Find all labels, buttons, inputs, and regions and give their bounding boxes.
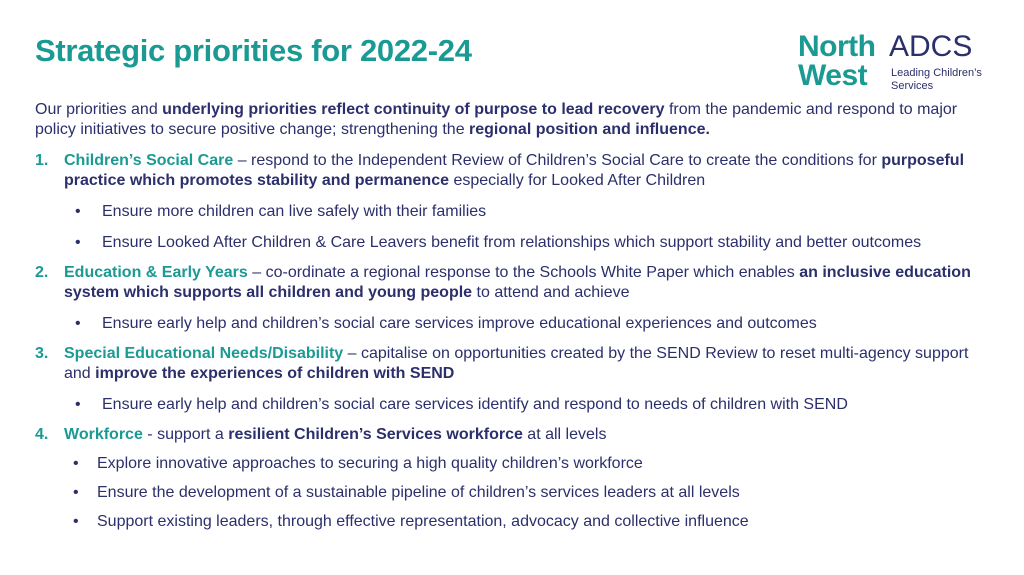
priority-number: 1. bbox=[35, 152, 49, 169]
page-title: Strategic priorities for 2022-24 bbox=[35, 33, 472, 68]
priority-heading: Children’s Social Care bbox=[64, 152, 234, 169]
sub-bullet-text: Support existing leaders, through effective representation, advocacy and collective influence bbox=[97, 513, 749, 530]
priority-text: – respond to the Independent Review of Children’s Social Care to create the conditions for bbox=[233, 152, 882, 169]
bullet-dot: • bbox=[75, 396, 81, 413]
sub-bullet bbox=[35, 395, 995, 415]
sub-bullet bbox=[35, 233, 995, 253]
priority-item bbox=[35, 425, 995, 445]
north-west-adcs-logo bbox=[798, 32, 998, 94]
bullet-dot: • bbox=[75, 234, 81, 251]
logo-tagline-line2: Services bbox=[891, 80, 934, 92]
priority-heading: Workforce bbox=[64, 426, 143, 443]
priority-number: 2. bbox=[35, 264, 49, 281]
sub-bullet bbox=[35, 512, 995, 532]
priority-text: – co-ordinate a regional response to the Schools White Paper which enables bbox=[247, 264, 800, 281]
priority-text: – capitalise on opportunities created by the SEND Review to reset multi-agency support and bbox=[64, 345, 969, 382]
priority-text: - support a bbox=[142, 426, 229, 443]
logo-north-west bbox=[798, 32, 875, 90]
logo-tagline-line1: Leading Children’s bbox=[891, 67, 982, 79]
logo-adcs: ADCS bbox=[889, 30, 973, 63]
logo-tagline bbox=[891, 67, 982, 93]
sub-bullet-text: Ensure Looked After Children & Care Leavers benefit from relationships which support stability and better outcomes bbox=[102, 234, 922, 251]
sub-bullet-text: Ensure early help and children’s social care services identify and respond to needs of children with SEND bbox=[102, 396, 848, 413]
priority-text-end: to attend and achieve bbox=[472, 284, 630, 301]
intro-paragraph bbox=[35, 100, 995, 140]
sub-bullet-text: Ensure more children can live safely with their families bbox=[102, 203, 487, 220]
sub-bullet bbox=[35, 314, 995, 334]
priorities-content bbox=[35, 100, 995, 532]
sub-bullet-text: Ensure early help and children’s social care services improve educational experiences and outcomes bbox=[102, 315, 817, 332]
logo-north: North bbox=[798, 30, 876, 63]
intro-text-2: from the pandemic and respond to major policy initiatives to secure positive change; strengthening the bbox=[35, 101, 958, 138]
logo-west: West bbox=[798, 59, 868, 92]
sub-bullet-text: Ensure the development of a sustainable pipeline of children’s services leaders at all levels bbox=[97, 484, 740, 501]
bullet-dot: • bbox=[73, 513, 79, 530]
priority-heading: Education & Early Years bbox=[64, 264, 248, 281]
sub-bullet-text: Explore innovative approaches to securing a high quality children’s workforce bbox=[97, 455, 643, 472]
intro-bold-1: underlying priorities reflect continuity of purpose to lead recovery bbox=[162, 101, 665, 118]
priority-text-end: especially for Looked After Children bbox=[449, 172, 706, 189]
priority-item bbox=[35, 344, 995, 384]
priority-bold: resilient Children’s Services workforce bbox=[228, 426, 523, 443]
bullet-dot: • bbox=[75, 203, 81, 220]
sub-bullet bbox=[35, 483, 995, 503]
bullet-dot: • bbox=[73, 484, 79, 501]
priority-number: 4. bbox=[35, 426, 49, 443]
priority-bold: improve the experiences of children with SEND bbox=[95, 365, 455, 382]
sub-bullet bbox=[35, 454, 995, 474]
sub-bullet bbox=[35, 202, 995, 222]
bullet-dot: • bbox=[75, 315, 81, 332]
bullet-dot: • bbox=[73, 455, 79, 472]
priority-number: 3. bbox=[35, 345, 49, 362]
intro-bold-2: regional position and influence. bbox=[469, 121, 710, 138]
priority-text-end: at all levels bbox=[522, 426, 607, 443]
priority-item bbox=[35, 151, 995, 191]
priority-heading: Special Educational Needs/Disability bbox=[64, 345, 344, 362]
priority-bold: an inclusive education system which supports all children and young people bbox=[64, 264, 971, 301]
priority-bold: purposeful practice which promotes stability and permanence bbox=[64, 152, 965, 189]
intro-text-1: Our priorities and bbox=[35, 101, 163, 118]
priority-item bbox=[35, 263, 995, 303]
